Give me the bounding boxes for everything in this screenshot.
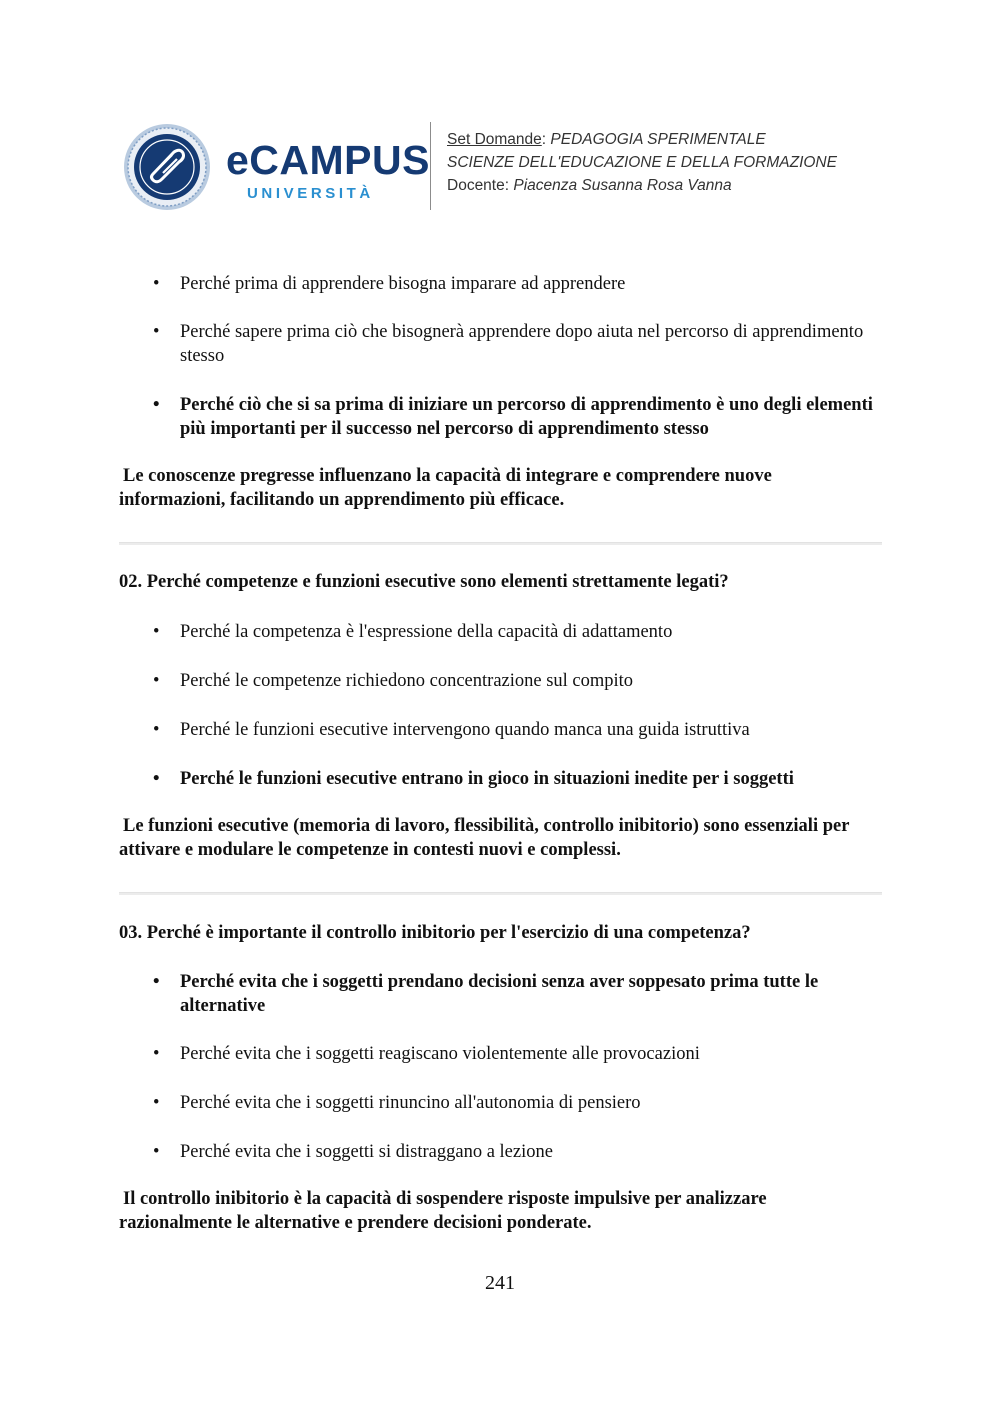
bullet-icon: • xyxy=(153,622,160,642)
set-value: PEDAGOGIA SPERIMENTALE xyxy=(550,131,766,148)
explanation: Le funzioni esecutive (memoria di lavoro, flessibilità, controllo inibitorio) sono essenziali per attivare e modulare le competenze in contesti nuovi e complessi. xyxy=(119,816,850,860)
header-divider xyxy=(430,122,431,210)
separator xyxy=(119,892,882,895)
bullet-icon: • xyxy=(153,671,160,691)
bullet-icon: • xyxy=(153,1093,160,1113)
bullet-icon: • xyxy=(153,769,160,789)
set-label: Set Domande xyxy=(447,131,542,148)
bullet-icon: • xyxy=(153,720,160,740)
option-text: Perché le funzioni esecutive entrano in gioco in situazioni inedite per i soggetti xyxy=(180,769,794,789)
document-header xyxy=(122,118,882,214)
page-number: 241 xyxy=(485,1272,515,1294)
logo-subtitle: UNIVERSITÀ xyxy=(247,185,374,202)
list-item xyxy=(153,1042,876,1066)
logo-wordmark: eCAMPUS xyxy=(226,137,430,183)
explanation: Le conoscenze pregresse influenzano la capacità di integrare e comprendere nuove informazioni, facilitando un apprendimento più efficace. xyxy=(119,466,772,510)
list-item-correct xyxy=(153,393,876,441)
list-item xyxy=(153,1140,876,1164)
question-title: 02. Perché competenze e funzioni esecutive sono elementi strettamente legati? xyxy=(119,572,729,592)
bullet-icon: • xyxy=(153,395,160,415)
option-text: Perché evita che i soggetti si distraggano a lezione xyxy=(180,1142,553,1162)
question-title: 03. Perché è importante il controllo inibitorio per l'esercizio di una competenza? xyxy=(119,923,751,943)
list-item-correct xyxy=(153,767,876,791)
list-item xyxy=(153,669,876,693)
option-text: Perché le funzioni esecutive intervengono quando manca una guida istruttiva xyxy=(180,720,750,740)
list-item xyxy=(153,320,876,368)
list-item xyxy=(153,620,876,644)
docente-line: Docente: Piacenza Susanna Rosa Vanna xyxy=(447,177,732,194)
separator xyxy=(119,542,882,545)
option-text: Perché prima di apprendere bisogna imparare ad apprendere xyxy=(180,274,626,294)
option-text: Perché ciò che si sa prima di iniziare un percorso di apprendimento è uno degli elementi più importanti per il successo nel percorso di apprendimento stesso xyxy=(180,395,873,439)
bullet-icon: • xyxy=(153,322,160,342)
option-text: Perché la competenza è l'espressione della capacità di adattamento xyxy=(180,622,673,642)
option-text: Perché evita che i soggetti reagiscano violentemente alle provocazioni xyxy=(180,1044,700,1064)
bullet-icon: • xyxy=(153,1142,160,1162)
ecampus-emblem-icon xyxy=(122,122,212,212)
bullet-icon: • xyxy=(153,1044,160,1064)
option-text: Perché evita che i soggetti rinuncino all'autonomia di pensiero xyxy=(180,1093,641,1113)
docente-name: Piacenza Susanna Rosa Vanna xyxy=(513,177,732,194)
list-item xyxy=(153,718,876,742)
option-text: Perché evita che i soggetti prendano decisioni senza aver soppesato prima tutte le alternative xyxy=(180,972,819,1016)
course-line xyxy=(447,151,837,174)
header-info xyxy=(447,128,837,197)
docente-label: Docente xyxy=(447,177,505,194)
course-name: SCIENZE DELL'EDUCAZIONE E DELLA FORMAZIONE xyxy=(447,154,837,171)
explanation: Il controllo inibitorio è la capacità di sospendere risposte impulsive per analizzare razionalmente le alternative e prendere decisioni ponderate. xyxy=(119,1189,767,1233)
list-item xyxy=(153,1091,876,1115)
set-domande-line: Set Domande: PEDAGOGIA SPERIMENTALE xyxy=(447,131,766,148)
option-text: Perché le competenze richiedono concentrazione sul compito xyxy=(180,671,634,691)
list-item-correct xyxy=(153,970,876,1018)
bullet-icon: • xyxy=(153,274,160,294)
bullet-icon: • xyxy=(153,972,160,992)
list-item xyxy=(153,272,876,296)
option-text: Perché sapere prima ciò che bisognerà apprendere dopo aiuta nel percorso di apprendimento stesso xyxy=(180,322,864,366)
